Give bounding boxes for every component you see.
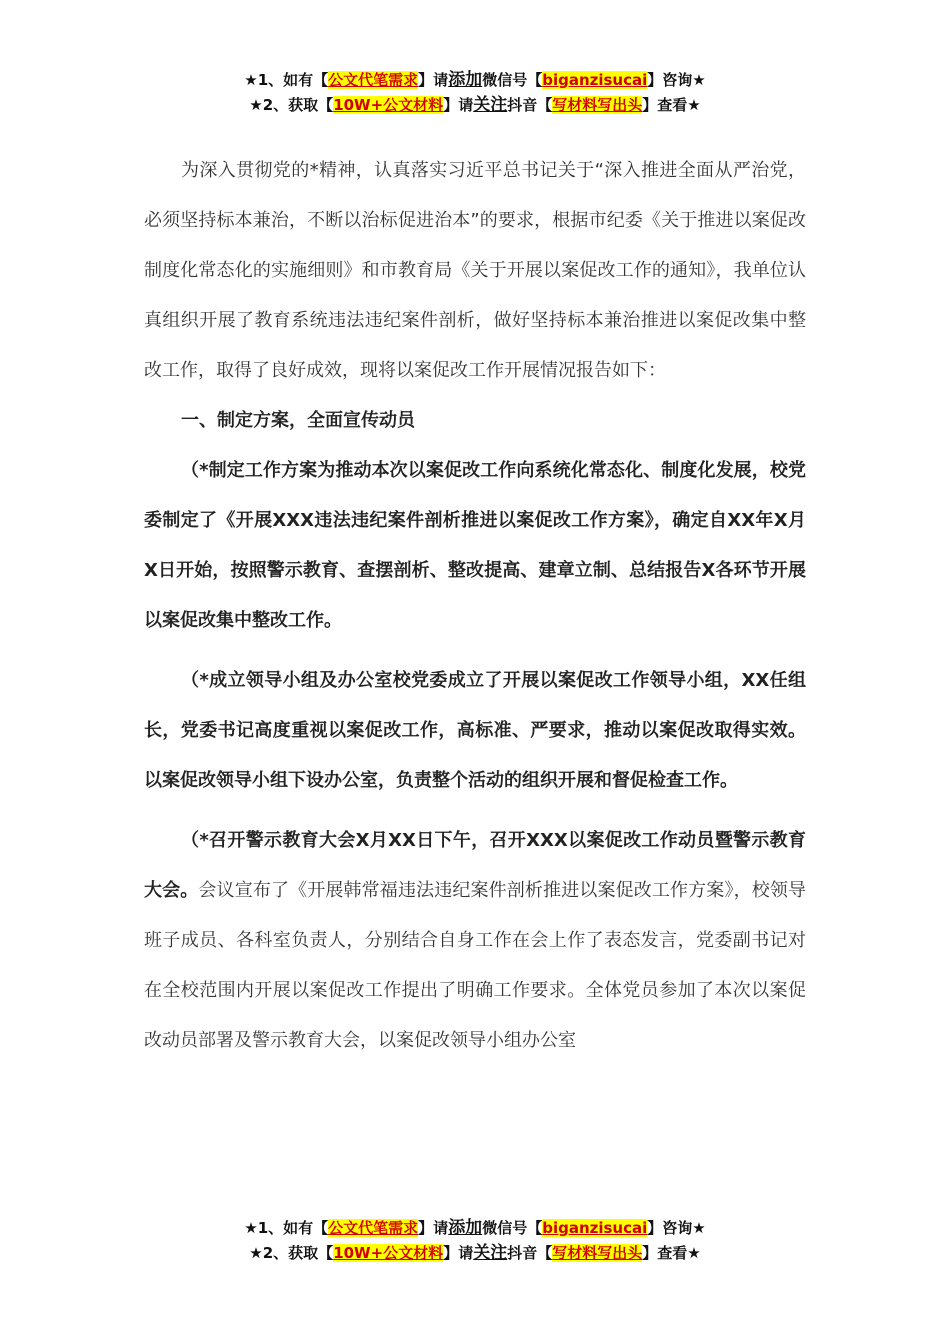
banner-text: ★1、如有【 <box>244 1219 329 1237</box>
banner-emphasis: 关注 <box>473 1243 508 1263</box>
banner-line-1 <box>0 1216 950 1241</box>
banner-highlight: 10W+公文材料 <box>333 96 444 114</box>
banner-highlight: 写材料写出头 <box>552 96 643 114</box>
banner-highlight: biganzisucai <box>542 1219 648 1237</box>
banner-highlight: biganzisucai <box>542 71 648 89</box>
banner-line-2 <box>0 1241 950 1266</box>
header-banner <box>0 68 950 118</box>
banner-emphasis: 添加 <box>448 70 483 90</box>
document-body <box>144 146 806 1066</box>
banner-text: 】请 <box>443 96 474 114</box>
banner-highlight: 公文代笔需求 <box>328 1219 419 1237</box>
banner-text: 】请 <box>418 1219 449 1237</box>
banner-text: 】请 <box>418 71 449 89</box>
banner-text: 】请 <box>443 1244 474 1262</box>
banner-text: 】咨询★ <box>647 1219 706 1237</box>
intro-paragraph: 为深入贯彻党的*精神，认真落实习近平总书记关于“深入推进全面从严治党，必须坚持标本兼治，不断以治标促进治本”的要求，根据市纪委《关于推进以案促改制度化常态化的实施细则》和市教育局《关于开展以案促改工作的通知》，我单位认真组织开展了教育系统违法违纪案件剖析，做好坚持标本兼治推进以案促改集中整改工作，取得了良好成效，现将以案促改工作开展情况报告如下： <box>144 160 806 381</box>
banner-text: ★2、获取【 <box>249 1244 334 1262</box>
paragraph-work-plan: （*制定工作方案为推动本次以案促改工作向系统化常态化、制度化发展，校党委制定了《开展XXX违法违纪案件剖析推进以案促改工作方案》，确定自XX年X月X日开始，按照警示教育、查摆剖析、整改提高、建章立制、总结报告X各环节开展以案促改集中整改工作。 <box>144 460 806 631</box>
banner-line-1 <box>0 68 950 93</box>
banner-text: ★2、获取【 <box>249 96 334 114</box>
banner-highlight: 10W+公文材料 <box>333 1244 444 1262</box>
banner-emphasis: 关注 <box>473 95 508 115</box>
banner-highlight: 写材料写出头 <box>552 1244 643 1262</box>
banner-highlight: 公文代笔需求 <box>328 71 419 89</box>
banner-line-2 <box>0 93 950 118</box>
banner-emphasis: 添加 <box>448 1218 483 1238</box>
paragraph-leading-group: （*成立领导小组及办公室校党委成立了开展以案促改工作领导小组，XX任组长，党委书记高度重视以案促改工作，高标准、严要求，推动以案促改取得实效。以案促改领导小组下设办公室，负责整个活动的组织开展和督促检查工作。 <box>144 670 806 791</box>
banner-text: 】查看★ <box>642 1244 701 1262</box>
banner-text: 】咨询★ <box>647 71 706 89</box>
banner-text: 】查看★ <box>642 96 701 114</box>
paragraph-rest: 会议宣布了《开展韩常福违法违纪案件剖析推进以案促改工作方案》，校领导班子成员、各科室负责人，分别结合自身工作在会上作了表态发言，党委副书记对在全校范围内开展以案促改工作提出了明确工作要求。全体党员参加了本次以案促改动员部署及警示教育大会，以案促改领导小组办公室 <box>144 880 807 1051</box>
banner-text: 微信号【 <box>482 1219 543 1237</box>
footer-banner <box>0 1216 950 1266</box>
paragraph-lead-bold: （*召开警示教育大会X月XX日下午，召开XXX以案促改工作动员暨警示教育大会。 <box>144 830 806 901</box>
banner-text: ★1、如有【 <box>244 71 329 89</box>
banner-text: 微信号【 <box>482 71 543 89</box>
paragraph-warning-meeting <box>144 816 806 1066</box>
section-heading: 一、制定方案，全面宣传动员 <box>181 410 415 431</box>
banner-text: 抖音【 <box>507 96 553 114</box>
banner-text: 抖音【 <box>507 1244 553 1262</box>
